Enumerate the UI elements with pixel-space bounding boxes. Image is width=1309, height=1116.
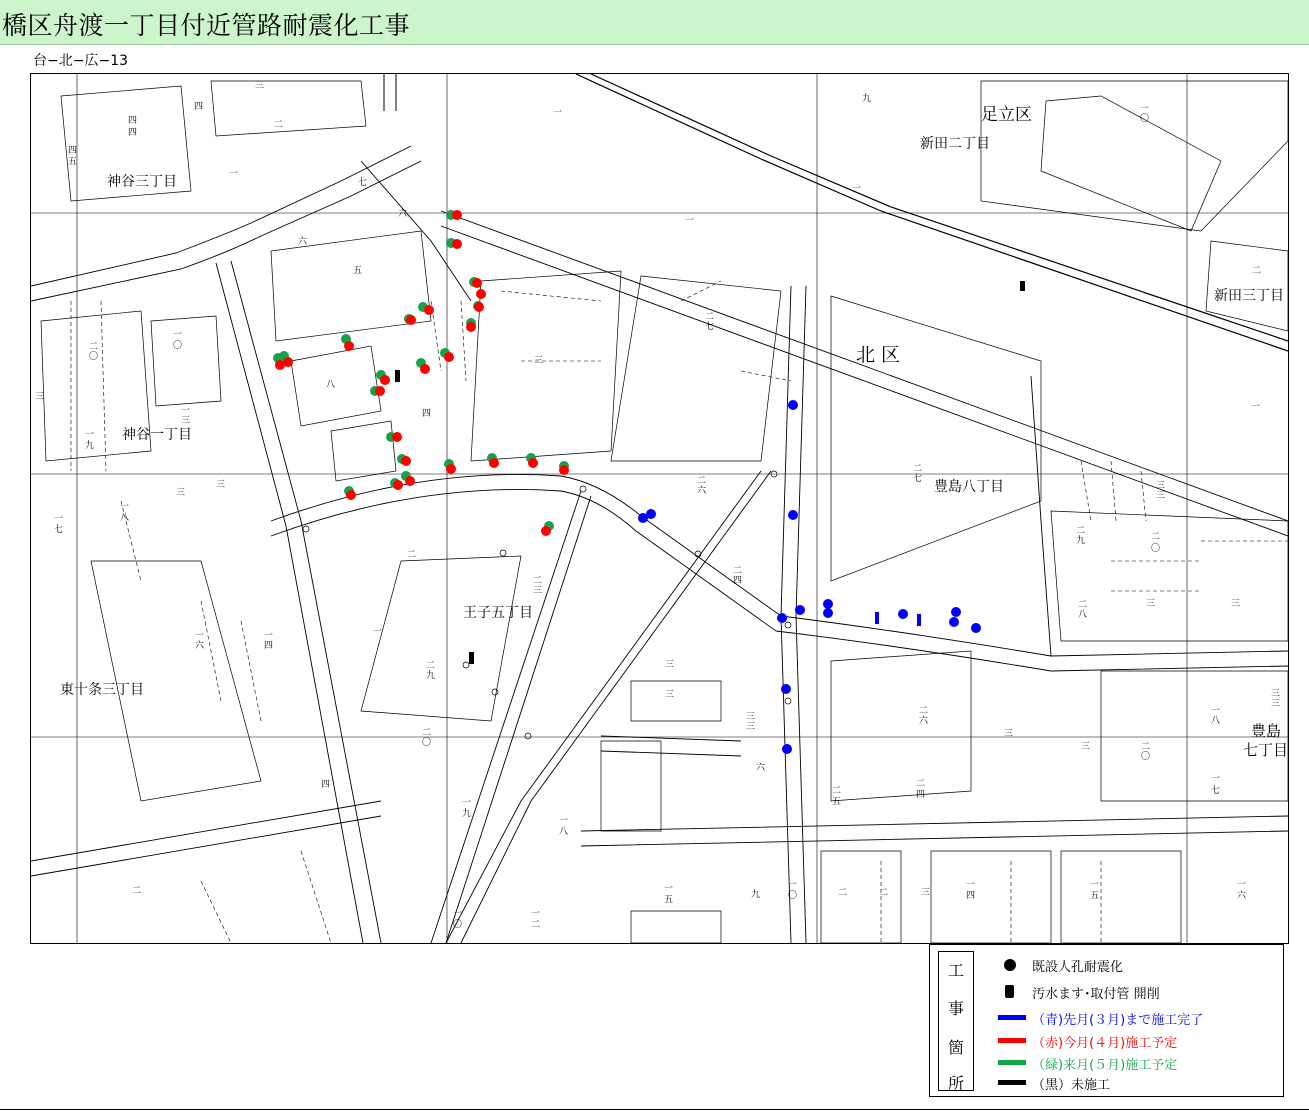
svg-text:四: 四 — [128, 128, 138, 138]
svg-text:九: 九 — [426, 671, 436, 681]
place-label-toshima-7b: 七丁目 — [1243, 741, 1289, 759]
svg-text:九: 九 — [85, 441, 95, 451]
svg-text:〇: 〇 — [422, 738, 432, 748]
svg-text:二: 二 — [916, 779, 926, 789]
svg-text:二: 二 — [733, 566, 743, 576]
svg-text:一: 一 — [1211, 774, 1221, 784]
place-label-shinden-2: 新田二丁目 — [920, 136, 990, 152]
svg-text:三: 三 — [176, 488, 186, 498]
svg-text:三: 三 — [1271, 699, 1281, 709]
bottom-rule — [0, 1109, 1309, 1110]
svg-text:一: 一 — [85, 430, 95, 440]
svg-text:二: 二 — [1141, 742, 1151, 752]
svg-text:三: 三 — [534, 356, 544, 366]
svg-text:一: 一 — [664, 884, 674, 894]
svg-text:七: 七 — [358, 178, 368, 188]
svg-text:二: 二 — [89, 342, 99, 352]
blocks — [41, 81, 1288, 943]
svg-text:二: 二 — [838, 888, 848, 898]
svg-text:九: 九 — [862, 94, 872, 104]
svg-text:八: 八 — [326, 380, 336, 390]
map-code: 台−北−広−13 — [33, 53, 129, 69]
legend-title-box — [938, 951, 974, 1091]
legend-label: 汚水ます･取付管 開削 — [1032, 987, 1160, 1002]
svg-text:一: 一 — [373, 627, 383, 637]
svg-text:五: 五 — [353, 266, 363, 276]
svg-text:一: 一 — [54, 514, 64, 524]
svg-text:一: 一 — [1140, 104, 1150, 114]
svg-text:三: 三 — [746, 722, 756, 732]
place-label-kamiya-3: 神谷三丁目 — [107, 174, 177, 190]
svg-text:〇: 〇 — [453, 920, 463, 930]
svg-text:二: 二 — [407, 550, 417, 560]
svg-text:〇: 〇 — [89, 352, 99, 362]
svg-text:三: 三 — [1146, 599, 1156, 609]
svg-text:一: 一 — [453, 909, 463, 919]
svg-text:七: 七 — [1211, 786, 1221, 796]
legend-circle-icon — [998, 954, 1032, 974]
svg-text:三: 三 — [181, 416, 191, 426]
legend-red-line-icon — [998, 1030, 1032, 1050]
svg-text:三: 三 — [1271, 689, 1281, 699]
svg-text:三: 三 — [665, 690, 675, 700]
svg-text:一: 一 — [229, 169, 239, 179]
map-svg — [31, 74, 1288, 943]
legend — [929, 944, 1284, 1097]
svg-text:六: 六 — [195, 641, 205, 651]
svg-text:二: 二 — [1076, 526, 1086, 536]
legend-label: 既設人孔耐震化 — [1032, 960, 1124, 975]
svg-text:二: 二 — [913, 464, 923, 474]
svg-text:六: 六 — [298, 237, 308, 247]
place-label-higashijujo-3: 東十条三丁目 — [60, 682, 144, 698]
svg-text:一: 一 — [559, 816, 569, 826]
svg-text:五: 五 — [664, 895, 674, 905]
svg-text:二: 二 — [919, 706, 929, 716]
legend-title-char: 事 — [947, 999, 964, 1018]
svg-text:六: 六 — [1237, 891, 1247, 901]
svg-text:七: 七 — [705, 322, 715, 332]
legend-label: （赤)今月(４月)施工予定 — [1032, 1036, 1178, 1051]
legend-label: （青)先月(３月)まで施工完了 — [1032, 1013, 1204, 1028]
svg-text:九: 九 — [1076, 536, 1086, 546]
svg-text:一: 一 — [173, 330, 183, 340]
svg-text:二: 二 — [832, 786, 842, 796]
svg-text:一: 一 — [553, 108, 563, 118]
place-label-kamiya-1: 神谷一丁目 — [122, 427, 192, 443]
blue-manholes — [638, 400, 981, 754]
svg-text:七: 七 — [913, 474, 923, 484]
svg-text:三: 三 — [35, 392, 45, 402]
svg-text:八: 八 — [1078, 610, 1088, 620]
svg-text:八: 八 — [1211, 716, 1221, 726]
svg-text:二: 二 — [1252, 266, 1262, 276]
svg-text:四: 四 — [264, 641, 274, 651]
svg-text:四: 四 — [128, 116, 138, 126]
legend-green-line-icon — [998, 1052, 1032, 1072]
svg-text:一: 一 — [120, 502, 130, 512]
svg-text:四: 四 — [916, 790, 926, 800]
svg-text:二: 二 — [1078, 600, 1088, 610]
svg-text:九: 九 — [462, 809, 472, 819]
svg-text:三: 三 — [1156, 481, 1166, 491]
page-title: 橋区舟渡一丁目付近管路耐震化工事 — [2, 11, 411, 40]
railway — [384, 74, 1288, 351]
svg-text:八: 八 — [559, 827, 569, 837]
legend-label: （黒）未施工 — [1032, 1078, 1111, 1093]
legend-label: （緑)来月(５月)施工予定 — [1032, 1058, 1178, 1073]
svg-text:一: 一 — [1251, 402, 1261, 412]
grid-lines — [31, 74, 1288, 943]
place-label-kita-ku: 北 区 — [856, 344, 901, 366]
svg-text:六: 六 — [756, 763, 766, 773]
legend-title-char: 所 — [947, 1074, 964, 1093]
svg-text:三: 三 — [1156, 491, 1166, 501]
svg-text:六: 六 — [398, 209, 408, 219]
svg-text:五: 五 — [832, 797, 842, 807]
svg-text:一: 一 — [852, 184, 862, 194]
svg-text:一: 一 — [1211, 706, 1221, 716]
place-label-toshima-8: 豊島八丁目 — [934, 479, 1004, 495]
place-label-oji-5: 王子五丁目 — [463, 605, 533, 621]
svg-text:三: 三 — [1004, 729, 1014, 739]
svg-text:三: 三 — [255, 81, 265, 91]
svg-text:三: 三 — [1231, 599, 1241, 609]
legend-block-icon — [998, 981, 1032, 1001]
legend-title-char: 工 — [947, 961, 964, 980]
svg-text:一: 一 — [195, 631, 205, 641]
svg-text:〇: 〇 — [788, 891, 798, 901]
legend-black-line-icon — [998, 1072, 1032, 1092]
svg-text:一: 一 — [531, 909, 541, 919]
svg-text:二: 二 — [705, 312, 715, 322]
svg-text:四: 四 — [321, 780, 331, 790]
svg-text:二: 二 — [132, 886, 142, 896]
roads — [31, 146, 1288, 943]
svg-text:二: 二 — [422, 728, 432, 738]
svg-text:五: 五 — [1090, 891, 1100, 901]
svg-text:一: 一 — [1237, 880, 1247, 890]
svg-text:六: 六 — [697, 486, 707, 496]
svg-text:三: 三 — [921, 888, 931, 898]
svg-text:四: 四 — [966, 891, 976, 901]
svg-text:一: 一 — [462, 798, 472, 808]
legend-blue-line-icon — [998, 1007, 1032, 1027]
svg-text:二: 二 — [531, 920, 541, 930]
svg-text:七: 七 — [54, 525, 64, 535]
svg-text:四: 四 — [733, 576, 743, 586]
svg-text:三: 三 — [746, 712, 756, 722]
svg-text:三: 三 — [665, 660, 675, 670]
svg-text:四: 四 — [194, 102, 204, 112]
svg-text:〇: 〇 — [1151, 544, 1161, 554]
svg-text:九: 九 — [751, 890, 761, 900]
place-label-adachi-ku: 足立区 — [981, 105, 1032, 125]
svg-text:四: 四 — [422, 409, 432, 419]
manhole-markers — [303, 471, 791, 739]
svg-text:二: 二 — [879, 888, 889, 898]
svg-text:八: 八 — [120, 513, 130, 523]
legend-title-char: 箇 — [947, 1038, 964, 1057]
svg-text:三: 三 — [533, 586, 543, 596]
svg-text:二: 二 — [1151, 532, 1161, 542]
title-bar — [0, 0, 1309, 45]
svg-text:三: 三 — [216, 480, 226, 490]
svg-text:二: 二 — [697, 476, 707, 486]
svg-text:二: 二 — [533, 576, 543, 586]
block-numbers — [35, 80, 1280, 930]
svg-text:三: 三 — [1081, 742, 1091, 752]
svg-text:一: 一 — [181, 406, 191, 416]
map-frame — [30, 73, 1289, 944]
place-label-toshima-7a: 豊島 — [1251, 722, 1282, 740]
svg-text:一: 一 — [788, 880, 798, 890]
svg-text:一: 一 — [685, 216, 695, 226]
svg-text:一: 一 — [966, 880, 976, 890]
svg-text:二: 二 — [426, 661, 436, 671]
place-label-shinden-3: 新田三丁目 — [1214, 288, 1284, 304]
svg-text:一: 一 — [264, 631, 274, 641]
svg-text:六: 六 — [919, 716, 929, 726]
red-manholes — [275, 210, 569, 536]
svg-text:一: 一 — [1090, 880, 1100, 890]
svg-text:五: 五 — [68, 157, 78, 167]
svg-text:四: 四 — [68, 146, 78, 156]
svg-text:〇: 〇 — [1141, 752, 1151, 762]
svg-text:〇: 〇 — [1140, 114, 1150, 124]
svg-text:〇: 〇 — [173, 341, 183, 351]
svg-text:二: 二 — [274, 120, 284, 130]
